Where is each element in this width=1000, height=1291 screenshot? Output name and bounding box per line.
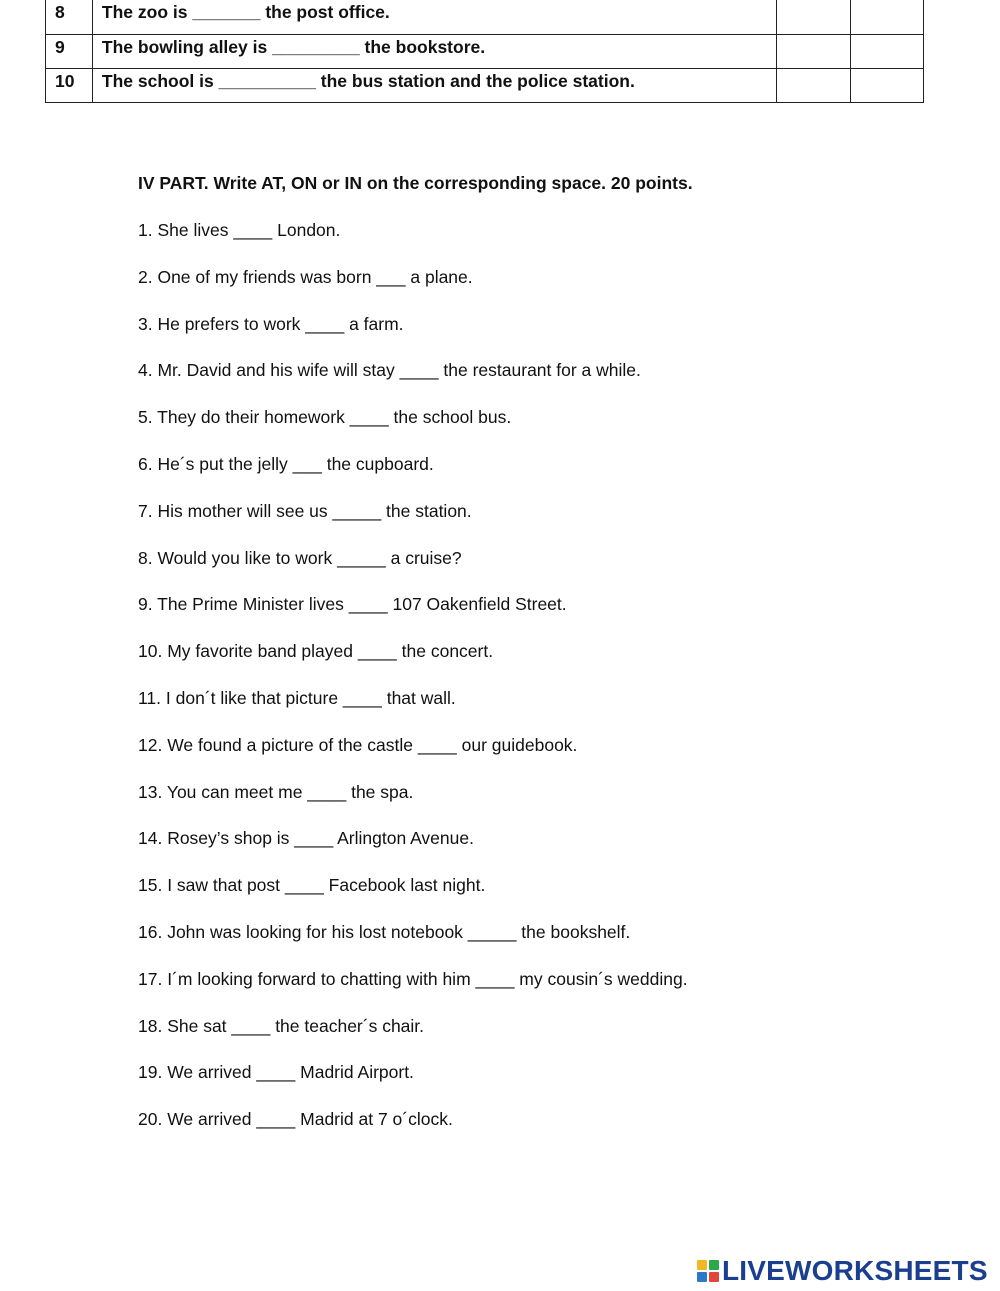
row-sentence: The bowling alley is _________ the bookstore. bbox=[92, 35, 776, 69]
answer-cell[interactable] bbox=[850, 35, 923, 69]
question-item: 7. His mother will see us _____ the station. bbox=[138, 500, 472, 521]
question-item: 10. My favorite band played ____ the concert. bbox=[138, 641, 494, 662]
row-number: 10 bbox=[46, 69, 93, 103]
question-item: 11. I don´t like that picture ____ that wall. bbox=[138, 687, 456, 708]
question-item: 12. We found a picture of the castle ____ our guidebook. bbox=[138, 734, 578, 755]
row-sentence: The zoo is _______ the post office. bbox=[92, 0, 776, 35]
answer-cell[interactable] bbox=[777, 0, 850, 35]
row-sentence: The school is __________ the bus station and the police station. bbox=[92, 69, 776, 103]
exercise-table-continued bbox=[45, 0, 924, 103]
logo-block bbox=[697, 1272, 707, 1282]
question-item: 1. She lives ____ London. bbox=[138, 220, 341, 240]
question-item: 16. John was looking for his lost notebook _____ the bookshelf. bbox=[138, 921, 631, 942]
question-item: 4. Mr. David and his wife will stay ____ the restaurant for a while. bbox=[138, 360, 641, 381]
question-item: 14. Rosey’s shop is ____ Arlington Avenue. bbox=[138, 828, 474, 849]
section-title: IV PART. Write AT, ON or IN on the corresponding space. 20 points. bbox=[138, 173, 693, 193]
question-item: 8. Would you like to work _____ a cruise? bbox=[138, 547, 462, 568]
question-item: 2. One of my friends was born ___ a plane. bbox=[138, 266, 473, 287]
logo-block bbox=[709, 1272, 719, 1282]
question-item: 5. They do their homework ____ the school bus. bbox=[138, 407, 512, 428]
answer-cell[interactable] bbox=[777, 35, 850, 69]
row-number: 8 bbox=[46, 0, 93, 35]
part-four-section bbox=[138, 172, 938, 1155]
liveworksheets-logo bbox=[697, 1255, 988, 1287]
question-item: 6. He´s put the jelly ___ the cupboard. bbox=[138, 453, 434, 474]
table-row bbox=[46, 35, 924, 69]
question-item: 9. The Prime Minister lives ____ 107 Oakenfield Street. bbox=[138, 594, 567, 615]
answer-cell[interactable] bbox=[850, 0, 923, 35]
logo-text: LIVEWORKSHEETS bbox=[722, 1255, 988, 1286]
question-item: 20. We arrived ____ Madrid at 7 o´clock. bbox=[138, 1109, 453, 1130]
answer-cell[interactable] bbox=[777, 69, 850, 103]
exercise-table bbox=[45, 0, 924, 103]
question-item: 13. You can meet me ____ the spa. bbox=[138, 781, 414, 802]
logo-block bbox=[709, 1260, 719, 1270]
logo-blocks-icon bbox=[697, 1260, 719, 1282]
logo-block bbox=[697, 1260, 707, 1270]
question-item: 17. I´m looking forward to chatting with him ____ my cousin´s wedding. bbox=[138, 968, 688, 989]
answer-cell[interactable] bbox=[850, 69, 923, 103]
table-row bbox=[46, 69, 924, 103]
question-list bbox=[138, 219, 938, 1155]
question-item: 19. We arrived ____ Madrid Airport. bbox=[138, 1062, 414, 1083]
row-number: 9 bbox=[46, 35, 93, 69]
question-item: 15. I saw that post ____ Facebook last night. bbox=[138, 875, 486, 896]
question-item: 3. He prefers to work ____ a farm. bbox=[138, 313, 404, 334]
table-row bbox=[46, 0, 924, 35]
question-item: 18. She sat ____ the teacher´s chair. bbox=[138, 1015, 425, 1036]
